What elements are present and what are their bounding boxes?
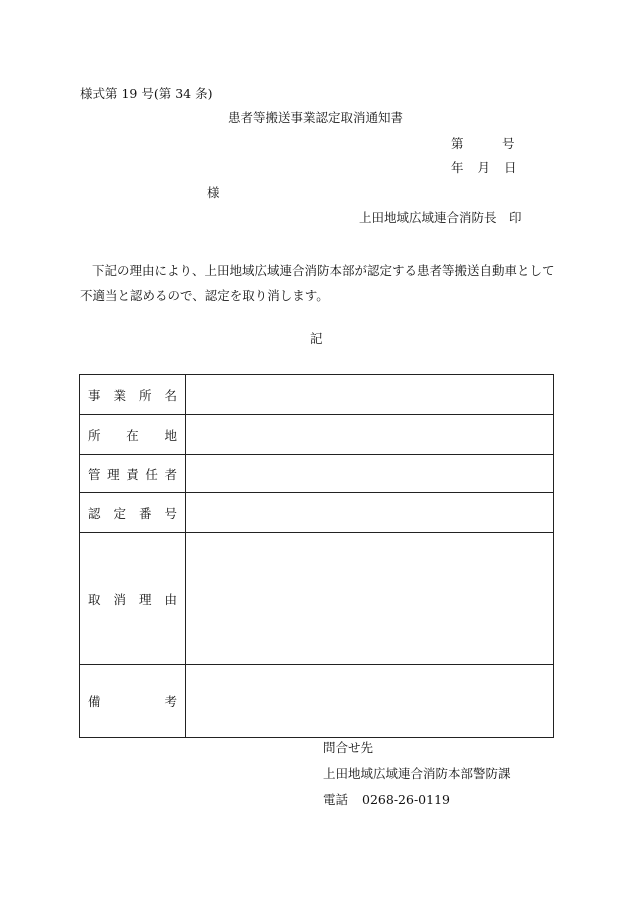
doc-number-prefix: 第 — [451, 136, 464, 151]
table-row — [80, 493, 554, 533]
date-year: 年 — [451, 160, 464, 175]
table-row — [80, 665, 554, 738]
row-label-remarks — [80, 665, 186, 738]
table-row — [80, 415, 554, 455]
recipient-suffix: 様 — [207, 185, 220, 200]
label-char: 号 — [164, 505, 177, 521]
label-char: 理 — [107, 466, 120, 482]
label-char: 備 — [88, 694, 101, 709]
table-row — [80, 455, 554, 493]
label-char: 考 — [164, 694, 177, 709]
contact-tel — [323, 794, 450, 807]
business-name-field[interactable] — [186, 375, 554, 415]
date-month: 月 — [477, 160, 491, 175]
tel-label: 電話 — [323, 792, 349, 807]
remarks-field[interactable] — [186, 665, 554, 738]
label-char: 由 — [164, 591, 177, 607]
location-field[interactable] — [186, 415, 554, 455]
body-text: 下記の理由により、上田地域広域連合消防本部が認定する患者等搬送自動車として不適当と認めるので、認定を取り消します。 — [80, 263, 555, 303]
date-day: 日 — [504, 160, 517, 175]
tel-number[interactable]: 0268-26-0119 — [362, 792, 450, 807]
label-char: 所 — [138, 387, 152, 403]
label-char: 名 — [164, 387, 177, 403]
label-char: 定 — [113, 505, 126, 521]
contact-org: 上田地域広域連合消防本部警防課 — [323, 766, 511, 781]
label-char: 認 — [88, 505, 101, 521]
contact-title: 問合せ先 — [323, 740, 374, 755]
label-char: 者 — [164, 466, 177, 482]
ki-heading: 記 — [310, 331, 323, 346]
label-char: 理 — [138, 591, 152, 607]
label-char: 在 — [126, 427, 139, 443]
label-char: 事 — [88, 387, 101, 403]
form-table — [79, 374, 554, 738]
label-char: 番 — [138, 505, 152, 521]
label-char: 業 — [113, 387, 126, 403]
doc-number-suffix: 号 — [502, 136, 515, 151]
row-label-cert-number — [80, 493, 186, 533]
row-label-location — [80, 415, 186, 455]
row-label-reason — [80, 533, 186, 665]
form-number: 様式第 19 号(第 34 条) — [80, 86, 213, 101]
cert-number-field[interactable] — [186, 493, 554, 533]
row-label-manager — [80, 455, 186, 493]
label-char: 任 — [145, 466, 158, 482]
manager-field[interactable] — [186, 455, 554, 493]
table-row — [80, 375, 554, 415]
label-char: 管 — [88, 466, 101, 482]
label-char: 所 — [88, 427, 101, 443]
label-char: 責 — [126, 466, 139, 482]
label-char: 取 — [88, 591, 101, 607]
table-row — [80, 533, 554, 665]
label-char: 消 — [113, 591, 126, 607]
document-title: 患者等搬送事業認定取消通知書 — [228, 110, 404, 125]
date-line — [451, 162, 517, 175]
label-char: 地 — [164, 427, 177, 443]
issuer: 上田地域広域連合消防長 印 — [359, 210, 522, 225]
reason-field[interactable] — [186, 533, 554, 665]
row-label-business-name — [80, 375, 186, 415]
